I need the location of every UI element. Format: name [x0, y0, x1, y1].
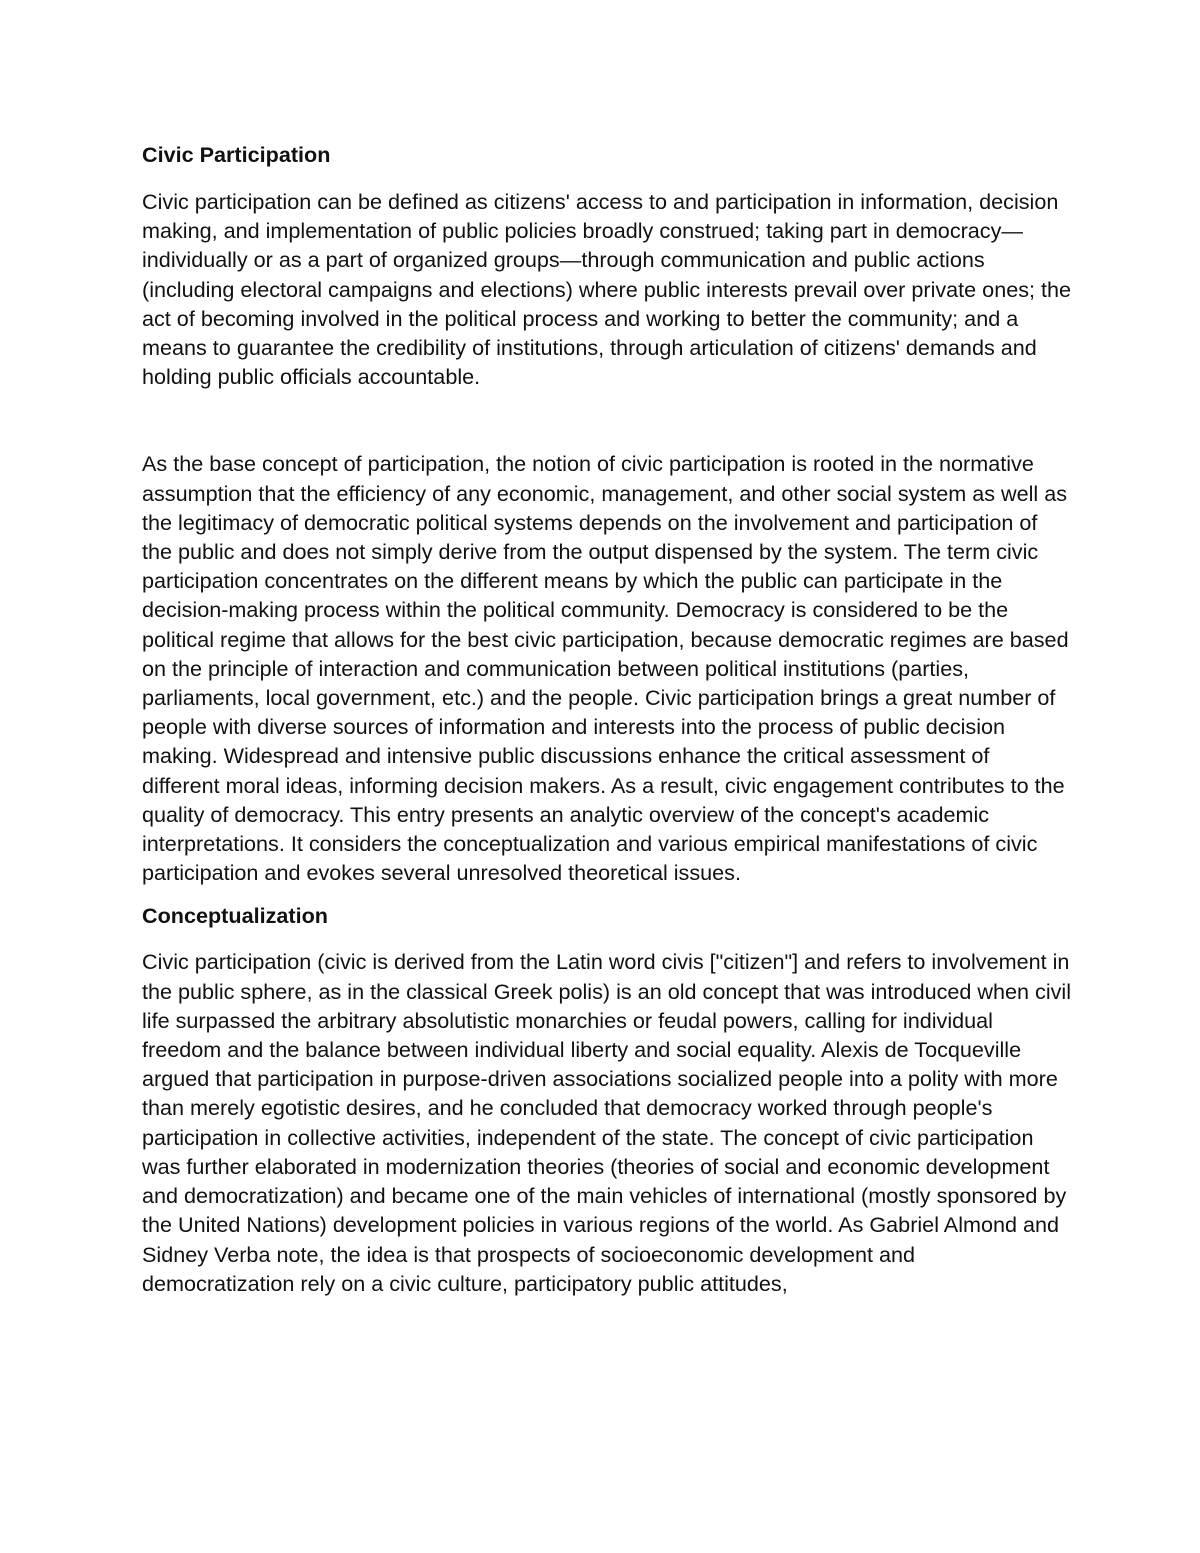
section-heading-civic-participation: Civic Participation: [142, 142, 331, 167]
document-page: [142, 138, 1072, 1298]
paragraph-base-concept: As the base concept of participation, the notion of civic participation is rooted in the normative assumption that the efficiency of any economic, management, and other social system as well as the legitimacy of democratic political systems depends on the involvement and participation of the public and does not simply derive from the output dispensed by the system. The term civic participation concentrates on the different means by which the public can participate in the decision-making process within the political community. Democracy is considered to be the political regime that allows for the best civic participation, because democratic regimes are based on the principle of interaction and communication between political institutions (parties, parliaments, local government, etc.) and the people. Civic participation brings a great number of people with diverse sources of information and interests into the process of public decision making. Widespread and intensive public discussions enhance the critical assessment of different moral ideas, informing decision makers. As a result, civic engagement contributes to the quality of democracy. This entry presents an analytic overview of the concept's academic interpretations. It considers the conceptualization and various empirical manifestations of civic participation and evokes several unresolved theoretical issues.: [142, 451, 1069, 886]
paragraph-definition: Civic participation can be defined as citizens' access to and participation in information, decision making, and implementation of public policies broadly construed; taking part in democracy—individually or as a part of organized groups—through communication and public actions (including electoral campaigns and elections) where public interests prevail over private ones; the act of becoming involved in the political process and working to better the community; and a means to guarantee the credibility of institutions, through articulation of citizens' demands and holding public officials accountable.: [142, 189, 1072, 390]
section-heading-conceptualization: Conceptualization: [142, 903, 328, 929]
paragraph-conceptualization: Civic participation (civic is derived from the Latin word civis ["citizen"] and refers to involvement in the public sphere, as in the classical Greek polis) is an old concept that was introduced when civil life surpassed the arbitrary absolutistic monarchies or feudal powers, calling for individual freedom and the balance between individual liberty and social equality. Alexis de Tocqueville argued that participation in purpose-driven associations socialized people into a polity with more than merely egotistic desires, and he concluded that democracy worked through people's participation in collective activities, independent of the state. The concept of civic participation was further elaborated in modernization theories (theories of social and economic development and democratization) and became one of the main vehicles of international (mostly sponsored by the United Nations) development policies in various regions of the world. As Gabriel Almond and Sidney Verba note, the idea is that prospects of socioeconomic development and democratization rely on a civic culture, participatory public attitudes,: [142, 949, 1072, 1296]
